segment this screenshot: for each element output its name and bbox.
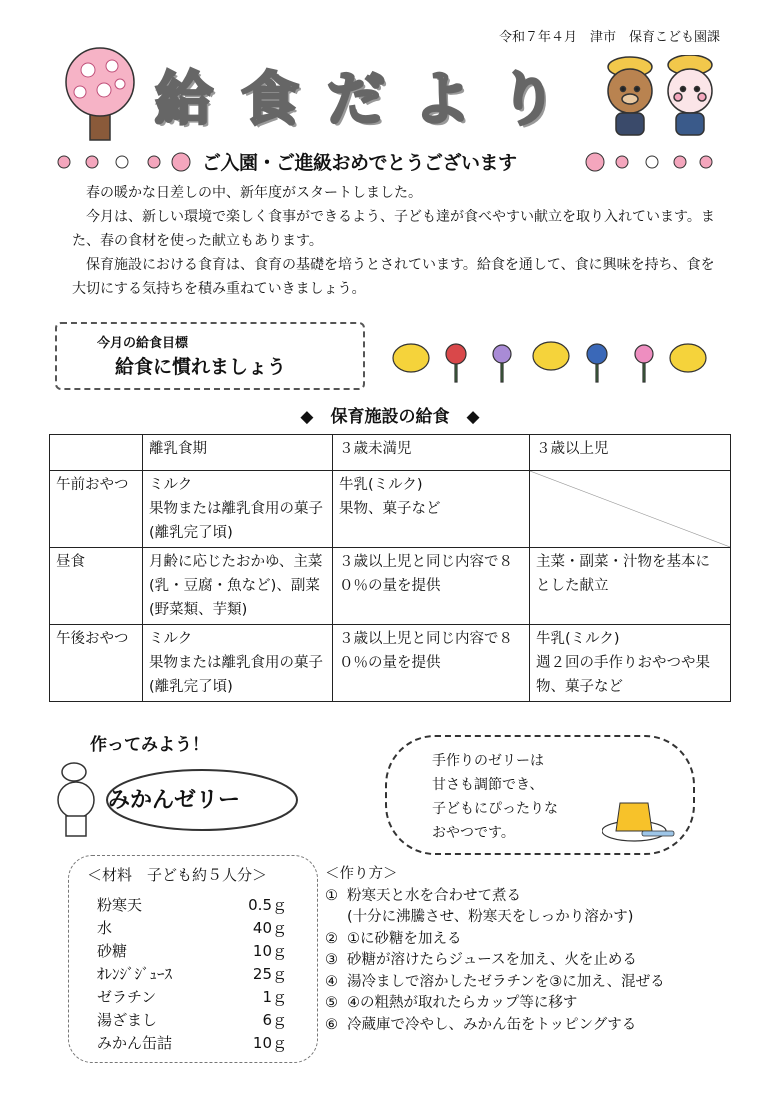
step-number: ② <box>325 930 338 947</box>
ingredient-name: 水 <box>97 919 113 937</box>
step-text: 砂糖が溶けたらジュースを加え、火を止める <box>347 952 637 968</box>
list-item <box>97 940 287 963</box>
sakura-icon <box>115 155 129 169</box>
sakura-icon <box>615 155 629 169</box>
list-item <box>97 986 287 1009</box>
diagonal-line <box>530 471 730 547</box>
ingredient-amount: 0.5ｇ <box>248 896 287 914</box>
table-cell: 牛乳(ミルク) 週２回の手作りおやつや果物、菓子など <box>530 625 731 702</box>
table-cell: 月齢に応じたおかゆ、主菜(乳・豆腐・魚など)、副菜(野菜類、芋類) <box>143 548 333 625</box>
list-item <box>325 972 665 994</box>
step-number: ③ <box>325 952 338 968</box>
step-number <box>325 907 347 929</box>
sakura-icon <box>699 155 713 169</box>
step-text: 粉寒天と水を合わせて煮る <box>347 887 521 904</box>
list-item <box>325 907 665 929</box>
bubble-line: 子どもにぴったりな <box>432 801 558 817</box>
sakura-icon <box>585 152 605 172</box>
bubble-line: 手作りのゼリーは <box>432 753 544 769</box>
sakura-icon <box>147 155 161 169</box>
section-title: ◆ 保育施設の給食 ◆ <box>300 407 480 427</box>
row-label: 午前おやつ <box>50 471 143 548</box>
row-label: 昼食 <box>50 548 143 625</box>
table-row <box>50 471 731 548</box>
table-row <box>50 548 731 625</box>
list-item <box>97 1009 287 1032</box>
jelly-note-bubble <box>385 735 695 855</box>
bees-and-flowers-illustration <box>383 330 718 385</box>
step-number: ① <box>325 887 338 904</box>
intro-paragraph: 保育施設における食育は、食育の基礎を培うとされています。給食を通して、食に興味を持ち、食を大切にする気持ちを積み重ねていきましょう。 <box>72 257 715 297</box>
greeting-banner <box>55 148 720 176</box>
list-item <box>325 950 665 972</box>
sakura-icon <box>673 155 687 169</box>
ingredient-name: ゼラチン <box>97 988 157 1006</box>
ingredient-name: 湯ざまし <box>97 1011 158 1029</box>
table-header-row <box>50 435 731 471</box>
step-text: ①に砂糖を加える <box>347 930 462 947</box>
ingredient-amount: 10ｇ <box>252 942 287 960</box>
meal-table <box>49 434 731 702</box>
step-text: 冷蔵庫で冷やし、みかん缶をトッピングする <box>347 1016 637 1033</box>
children-illustration <box>598 55 723 140</box>
greeting-text: ご入園・ご進級おめでとうございます <box>202 152 517 174</box>
list-item <box>325 929 665 951</box>
ingredient-name: 砂糖 <box>97 942 128 960</box>
ingredients-box <box>68 855 318 1063</box>
goal-text: 給食に慣れましょう <box>115 356 287 378</box>
table-cell: ３歳以上児と同じ内容で８０％の量を提供 <box>333 625 530 702</box>
header-cell: ３歳以上児 <box>530 435 731 471</box>
steps-header: ＜作り方＞ <box>325 866 398 882</box>
page-title: 給食だより <box>155 65 586 133</box>
sakura-icon <box>171 152 191 172</box>
sakura-icon <box>57 155 71 169</box>
list-item <box>97 1032 287 1055</box>
ingredient-name: ｵﾚﾝｼﾞｼﾞｭｰｽ <box>97 965 173 983</box>
ingredient-name: みかん缶詰 <box>97 1034 173 1052</box>
sakura-icon <box>85 155 99 169</box>
intro-text <box>72 181 717 301</box>
list-item <box>97 894 287 917</box>
recipe-name: みかんゼリー <box>108 788 241 813</box>
table-cell: ミルク 果物または離乳食用の菓子(離乳完了頃) <box>143 471 333 548</box>
step-number: ⑤ <box>325 995 338 1011</box>
ingredient-name: 粉寒天 <box>97 896 143 914</box>
header-cell <box>50 435 143 471</box>
list-item <box>97 963 287 986</box>
intro-paragraph: 春の暖かな日差しの中、新年度がスタートしました。 <box>86 185 422 201</box>
ingredient-amount: 1ｇ <box>262 988 287 1006</box>
bubble-text <box>432 749 558 845</box>
step-number: ④ <box>325 973 338 990</box>
table-row <box>50 625 731 702</box>
table-cell: 主菜・副菜・汁物を基本にとした献立 <box>530 548 731 625</box>
intro-paragraph: 今月は、新しい環境で楽しく食事ができるよう、子ども達が食べやすい献立を取り入れています。また、春の食材を使った献立もあります。 <box>72 209 715 249</box>
jelly-icon <box>602 795 677 843</box>
bubble-line: おやつです。 <box>432 825 515 841</box>
ingredient-amount: 10ｇ <box>252 1034 287 1052</box>
step-number: ⑥ <box>325 1016 338 1033</box>
step-text: ④の粗熱が取れたらカップ等に移す <box>347 995 578 1011</box>
bubble-line: 甘さも調節でき、 <box>432 777 544 793</box>
step-text: 湯冷ましで溶かしたゼラチンを③に加え、混ぜる <box>347 973 665 990</box>
ingredient-amount: 6ｇ <box>262 1011 287 1029</box>
table-cell: ミルク 果物または離乳食用の菓子(離乳完了頃) <box>143 625 333 702</box>
list-item <box>325 1015 665 1037</box>
empty-cell <box>530 471 731 548</box>
list-item <box>97 917 287 940</box>
goal-label: 今月の給食目標 <box>97 336 189 351</box>
step-text: (十分に沸騰させ、粉寒天をしっかり溶かす) <box>347 909 634 925</box>
header-cell: 離乳食期 <box>143 435 333 471</box>
ingredient-amount: 40ｇ <box>252 919 287 937</box>
ingredient-amount: 25ｇ <box>252 965 287 983</box>
make-label: 作ってみよう！ <box>90 735 209 755</box>
monthly-goal-box <box>55 322 365 390</box>
row-label: 午後おやつ <box>50 625 143 702</box>
table-cell: 牛乳(ミルク) 果物、菓子など <box>333 471 530 548</box>
list-item <box>325 993 665 1015</box>
ingredients-header: ＜材料 子ども約５人分＞ <box>87 866 268 884</box>
date-organization: 令和７年４月 津市 保育こども園課 <box>498 30 720 45</box>
table-cell: ３歳以上児と同じ内容で８０％の量を提供 <box>333 548 530 625</box>
sakura-icon <box>645 155 659 169</box>
cherry-tree-illustration <box>58 46 142 142</box>
ingredients-list <box>97 894 287 1055</box>
list-item <box>325 886 665 908</box>
recipe-steps <box>325 864 665 1036</box>
header-cell: ３歳未満児 <box>333 435 530 471</box>
